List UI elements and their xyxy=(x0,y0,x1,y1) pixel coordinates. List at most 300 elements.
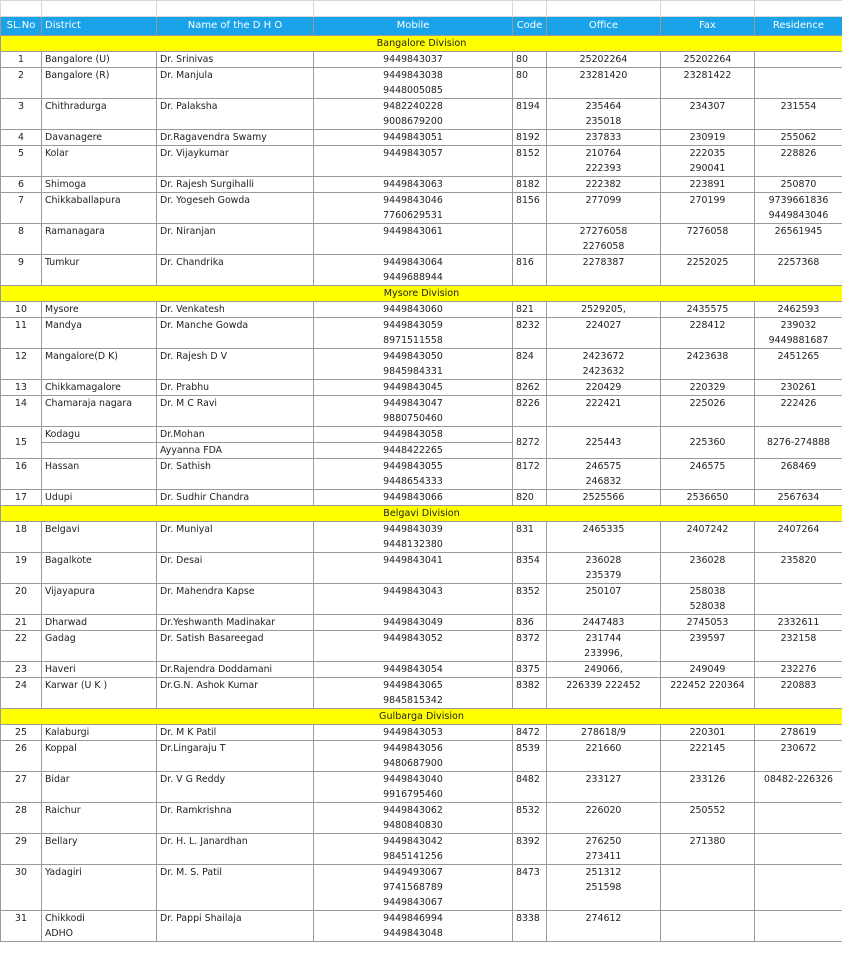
residence-cell xyxy=(755,193,842,224)
district-cell xyxy=(42,443,157,459)
cell-line: 246832 xyxy=(585,476,622,487)
division-title: Gulbarga Division xyxy=(1,709,842,725)
mobile-cell xyxy=(314,803,513,834)
sl-no-cell: 23 xyxy=(1,662,42,678)
division-row xyxy=(1,286,842,302)
district-cell xyxy=(42,490,157,506)
cell-line: Hassan xyxy=(45,461,80,472)
cell-line: 9449846994 xyxy=(383,913,443,924)
cell-line: 230919 xyxy=(689,132,726,143)
office-cell xyxy=(547,725,661,741)
dho-name-cell xyxy=(157,772,314,803)
cell-line: Chamaraja nagara xyxy=(45,398,133,409)
dho-name-cell xyxy=(157,725,314,741)
fax-cell xyxy=(661,865,755,911)
district-cell xyxy=(42,459,157,490)
cell-line: Dr.Lingaraju T xyxy=(160,743,226,754)
cell-line: 9480840830 xyxy=(383,820,443,831)
cell-line: ADHO xyxy=(45,928,74,939)
dho-name-cell xyxy=(157,553,314,584)
cell-line: 9448654333 xyxy=(383,476,443,487)
cell-line: 270199 xyxy=(689,195,726,206)
office-cell xyxy=(547,459,661,490)
cell-line: 2567634 xyxy=(777,492,820,503)
district-cell xyxy=(42,741,157,772)
cell-line: 2423632 xyxy=(582,366,625,377)
residence-cell xyxy=(755,177,842,193)
cell-line: Koppal xyxy=(45,743,77,754)
code-cell: 8194 xyxy=(513,99,547,130)
fax-cell xyxy=(661,741,755,772)
residence-cell xyxy=(755,349,842,380)
cell-line: Dr. Muniyal xyxy=(160,524,213,535)
table-row xyxy=(1,52,842,68)
cell-line: Dr. Chandrika xyxy=(160,257,224,268)
cell-line: Ramanagara xyxy=(45,226,105,237)
cell-line: Mysore xyxy=(45,304,79,315)
sl-no-cell: 12 xyxy=(1,349,42,380)
cell-line: 220429 xyxy=(585,382,622,393)
sl-no-cell: 11 xyxy=(1,318,42,349)
dho-name-cell xyxy=(157,302,314,318)
mobile-cell xyxy=(314,349,513,380)
fax-cell xyxy=(661,725,755,741)
dho-name-cell xyxy=(157,177,314,193)
table-row xyxy=(1,427,842,443)
cell-line: Dr.Rajendra Doddamani xyxy=(160,664,273,675)
residence-cell xyxy=(755,584,842,615)
cell-line: Dr. Rajesh D V xyxy=(160,351,228,362)
office-cell xyxy=(547,662,661,678)
district-cell xyxy=(42,584,157,615)
table-row xyxy=(1,553,842,584)
sl-no-cell: 27 xyxy=(1,772,42,803)
cell-line: Tumkur xyxy=(45,257,80,268)
residence-cell xyxy=(755,803,842,834)
residence-cell xyxy=(755,427,842,459)
office-cell xyxy=(547,349,661,380)
district-cell xyxy=(42,725,157,741)
cell-line: 9449843043 xyxy=(383,586,443,597)
header-residence: Residence xyxy=(755,17,842,36)
table-row xyxy=(1,490,842,506)
cell-line: Dr.Yeshwanth Madinakar xyxy=(160,617,276,628)
code-cell: 8262 xyxy=(513,380,547,396)
table-row xyxy=(1,662,842,678)
office-cell xyxy=(547,584,661,615)
cell-line: 2278387 xyxy=(582,257,625,268)
cell-line: Mangalore(D K) xyxy=(45,351,118,362)
cell-line: 9449843062 xyxy=(383,805,443,816)
dho-name-cell xyxy=(157,459,314,490)
cell-line: Chithradurga xyxy=(45,101,107,112)
office-cell xyxy=(547,99,661,130)
cell-line: 223891 xyxy=(689,179,726,190)
cell-line: 233127 xyxy=(585,774,622,785)
dho-name-cell xyxy=(157,911,314,942)
fax-cell xyxy=(661,146,755,177)
code-cell: 8182 xyxy=(513,177,547,193)
cell-line: Dr. Palaksha xyxy=(160,101,218,112)
cell-line: 250870 xyxy=(780,179,817,190)
sl-no-cell: 9 xyxy=(1,255,42,286)
fax-cell xyxy=(661,522,755,553)
cell-line: 236028 xyxy=(585,555,622,566)
mobile-cell xyxy=(314,177,513,193)
cell-line: 2423672 xyxy=(582,351,625,362)
table-row xyxy=(1,193,842,224)
cell-line: 258038 xyxy=(689,586,726,597)
cell-line: 9449843066 xyxy=(383,492,443,503)
mobile-cell xyxy=(314,553,513,584)
division-title: Mysore Division xyxy=(1,286,842,302)
office-cell xyxy=(547,177,661,193)
fax-cell xyxy=(661,52,755,68)
header-district: District xyxy=(42,17,157,36)
cell-line: 9845141256 xyxy=(383,851,443,862)
fax-cell xyxy=(661,584,755,615)
cell-line: 9449843048 xyxy=(383,928,443,939)
district-cell xyxy=(42,302,157,318)
dho-name-cell xyxy=(157,224,314,255)
cell-line: Yadagiri xyxy=(45,867,82,878)
office-cell xyxy=(547,490,661,506)
cell-line: Chikkodi xyxy=(45,913,85,924)
sl-no-cell: 19 xyxy=(1,553,42,584)
sl-no-cell: 16 xyxy=(1,459,42,490)
district-cell xyxy=(42,834,157,865)
cell-line: 290041 xyxy=(689,163,726,174)
residence-cell xyxy=(755,380,842,396)
sl-no-cell: 14 xyxy=(1,396,42,427)
sl-no-cell: 25 xyxy=(1,725,42,741)
table-row xyxy=(1,380,842,396)
cell-line: 9449843051 xyxy=(383,132,443,143)
code-cell: 8532 xyxy=(513,803,547,834)
cell-line: 210764 xyxy=(585,148,622,159)
cell-line: 235379 xyxy=(585,570,622,581)
cell-line: 9449843067 xyxy=(383,897,443,908)
code-cell: 8473 xyxy=(513,865,547,911)
sl-no-cell: 3 xyxy=(1,99,42,130)
cell-line: 9449843065 xyxy=(383,680,443,691)
cell-line: Dr. Vijaykumar xyxy=(160,148,229,159)
cell-line: Dr. Venkatesh xyxy=(160,304,225,315)
code-cell: 80 xyxy=(513,68,547,99)
fax-cell xyxy=(661,380,755,396)
table-row xyxy=(1,224,842,255)
mobile-cell xyxy=(314,631,513,662)
cell-line: 222035 xyxy=(689,148,726,159)
mobile-cell xyxy=(314,834,513,865)
cell-line: Dr. Manche Gowda xyxy=(160,320,249,331)
cell-line: Belgavi xyxy=(45,524,80,535)
cell-line: 226339 222452 xyxy=(566,680,641,691)
table-row xyxy=(1,130,842,146)
sl-no-cell: 5 xyxy=(1,146,42,177)
fax-cell xyxy=(661,459,755,490)
table-body xyxy=(1,36,842,942)
mobile-cell xyxy=(314,255,513,286)
table-row xyxy=(1,678,842,709)
cell-line: 222426 xyxy=(780,398,817,409)
mobile-cell xyxy=(314,146,513,177)
table-row xyxy=(1,834,842,865)
cell-line: Dr. Manjula xyxy=(160,70,213,81)
dho-name-cell: Dr.Mohan xyxy=(157,427,314,443)
district-cell xyxy=(42,177,157,193)
cell-line: 25202264 xyxy=(683,54,732,65)
district-cell xyxy=(42,396,157,427)
table-row xyxy=(1,68,842,99)
cell-line: Dr. Yogeseh Gowda xyxy=(160,195,251,206)
code-cell: 824 xyxy=(513,349,547,380)
residence-cell xyxy=(755,302,842,318)
office-cell xyxy=(547,522,661,553)
district-cell xyxy=(42,224,157,255)
fax-cell xyxy=(661,911,755,942)
cell-line: 9449843056 xyxy=(383,743,443,754)
district-cell: Kodagu xyxy=(42,427,157,443)
residence-cell xyxy=(755,146,842,177)
table-row xyxy=(1,146,842,177)
sl-no-cell: 21 xyxy=(1,615,42,631)
cell-line: 9449843052 xyxy=(383,633,443,644)
mobile-cell xyxy=(314,522,513,553)
code-cell: 8172 xyxy=(513,459,547,490)
code-cell: 8272 xyxy=(513,427,547,459)
sl-no-cell: 29 xyxy=(1,834,42,865)
cell-line: 278619 xyxy=(780,727,817,738)
cell-line: Kolar xyxy=(45,148,69,159)
district-cell xyxy=(42,631,157,662)
cell-line: 225026 xyxy=(689,398,726,409)
cell-line: Chikkamagalore xyxy=(45,382,121,393)
fax-cell xyxy=(661,553,755,584)
dho-name-cell xyxy=(157,834,314,865)
cell-line: 9845815342 xyxy=(383,695,443,706)
sl-no-cell: 17 xyxy=(1,490,42,506)
cell-line: Shimoga xyxy=(45,179,87,190)
cell-line: Davanagere xyxy=(45,132,103,143)
table-row xyxy=(1,631,842,662)
table-row xyxy=(1,255,842,286)
cell-line: 2423638 xyxy=(686,351,729,362)
cell-line: 268469 xyxy=(780,461,817,472)
residence-cell xyxy=(755,396,842,427)
fax-cell xyxy=(661,177,755,193)
dho-name-cell xyxy=(157,662,314,678)
office-cell xyxy=(547,678,661,709)
cell-line: 2447483 xyxy=(582,617,625,628)
cell-line xyxy=(758,865,839,880)
cell-line: 235820 xyxy=(780,555,817,566)
cell-line: 2435575 xyxy=(686,304,729,315)
sl-no-cell: 24 xyxy=(1,678,42,709)
code-cell: 8372 xyxy=(513,631,547,662)
mobile-cell xyxy=(314,396,513,427)
cell-line: 9449843060 xyxy=(383,304,443,315)
district-cell xyxy=(42,553,157,584)
cell-line: 9008679200 xyxy=(383,116,443,127)
cell-line: Udupi xyxy=(45,492,73,503)
district-cell xyxy=(42,615,157,631)
cell-line: Dr.G.N. Ashok Kumar xyxy=(160,680,259,691)
cell-line: 222145 xyxy=(689,743,726,754)
office-cell xyxy=(547,68,661,99)
cell-line: Bagalkote xyxy=(45,555,92,566)
cell-line: 276250 xyxy=(585,836,622,847)
code-cell: 820 xyxy=(513,490,547,506)
table-row xyxy=(1,803,842,834)
fax-cell xyxy=(661,396,755,427)
cell-line: Dr. Desai xyxy=(160,555,203,566)
office-cell xyxy=(547,130,661,146)
cell-line: 9449843061 xyxy=(383,226,443,237)
cell-line: 9449843045 xyxy=(383,382,443,393)
table-row xyxy=(1,772,842,803)
code-cell: 8375 xyxy=(513,662,547,678)
cell-line: 225360 xyxy=(689,437,726,448)
cell-line xyxy=(664,865,751,880)
cell-line: 9449843053 xyxy=(383,727,443,738)
code-cell: 8152 xyxy=(513,146,547,177)
code-cell: 8156 xyxy=(513,193,547,224)
dho-name-cell xyxy=(157,349,314,380)
cell-line: 271380 xyxy=(689,836,726,847)
sl-no-cell: 13 xyxy=(1,380,42,396)
table-row xyxy=(1,396,842,427)
cell-line: 274612 xyxy=(585,913,622,924)
cell-line: 9449843063 xyxy=(383,179,443,190)
code-cell: 8232 xyxy=(513,318,547,349)
cell-line: 2525566 xyxy=(582,492,625,503)
mobile-cell xyxy=(314,52,513,68)
residence-cell xyxy=(755,68,842,99)
cell-line: Dr. M. S. Patil xyxy=(160,867,222,878)
table-row xyxy=(1,522,842,553)
cell-line: 9741568789 xyxy=(383,882,443,893)
header-fax: Fax xyxy=(661,17,755,36)
cell-line: 249049 xyxy=(689,664,726,675)
office-cell xyxy=(547,146,661,177)
cell-line: 277099 xyxy=(585,195,622,206)
district-cell xyxy=(42,865,157,911)
cell-line: 9449843055 xyxy=(383,461,443,472)
cell-line: 278618/9 xyxy=(581,727,626,738)
cell-line: 255062 xyxy=(780,132,817,143)
dho-name-cell xyxy=(157,490,314,506)
cell-line: 9449881687 xyxy=(768,335,829,346)
district-cell xyxy=(42,255,157,286)
dho-name-cell xyxy=(157,146,314,177)
cell-line: 2462593 xyxy=(777,304,820,315)
district-cell xyxy=(42,349,157,380)
cell-line: 2451265 xyxy=(777,351,820,362)
cell-line: Gadag xyxy=(45,633,76,644)
cell-line: Karwar (U K ) xyxy=(45,680,108,691)
cell-line: 9449843039 xyxy=(383,524,443,535)
residence-cell xyxy=(755,130,842,146)
cell-line: 9449843046 xyxy=(768,210,829,221)
cell-line: 9449843057 xyxy=(383,148,443,159)
cell-line: Bangalore (R) xyxy=(45,70,110,81)
residence-cell xyxy=(755,490,842,506)
cell-line: Dr.Ragavendra Swamy xyxy=(160,132,267,143)
cell-line: Dr. Prabhu xyxy=(160,382,210,393)
header-dho-name: Name of the D H O xyxy=(157,17,314,36)
cell-line: 230261 xyxy=(780,382,817,393)
cell-line: 250107 xyxy=(585,586,622,597)
cell-line: 2257368 xyxy=(777,257,820,268)
cell-line: 9449493067 xyxy=(383,867,443,878)
cell-line: Dr. Rajesh Surgihalli xyxy=(160,179,255,190)
residence-cell xyxy=(755,631,842,662)
cell-line: 232276 xyxy=(780,664,817,675)
residence-cell xyxy=(755,741,842,772)
cell-line: 235464 xyxy=(585,101,622,112)
table-row xyxy=(1,911,842,942)
cell-line: 9449843041 xyxy=(383,555,443,566)
fax-cell xyxy=(661,349,755,380)
residence-cell xyxy=(755,662,842,678)
cell-line: 9449843059 xyxy=(383,320,443,331)
cell-line: 2407264 xyxy=(777,524,820,535)
cell-line: 233996, xyxy=(584,648,623,659)
cell-line: Haveri xyxy=(45,664,76,675)
cell-line: 9448132380 xyxy=(383,539,443,550)
cell-line: 249066, xyxy=(584,664,623,675)
cell-line: 251312 xyxy=(585,867,622,878)
residence-cell xyxy=(755,99,842,130)
table-row xyxy=(1,177,842,193)
cell-line: 222421 xyxy=(585,398,622,409)
table-row xyxy=(1,865,842,911)
cell-line: 08482-226326 xyxy=(764,774,833,785)
cell-line: Kalaburgi xyxy=(45,727,90,738)
office-cell xyxy=(547,255,661,286)
office-cell xyxy=(547,427,661,459)
cell-line: 9449843038 xyxy=(383,70,443,81)
fax-cell xyxy=(661,193,755,224)
cell-line: 9449843054 xyxy=(383,664,443,675)
code-cell: 8192 xyxy=(513,130,547,146)
blank-top-row xyxy=(1,1,842,17)
cell-line: 2407242 xyxy=(686,524,729,535)
office-cell xyxy=(547,224,661,255)
division-row xyxy=(1,709,842,725)
table-row xyxy=(1,584,842,615)
cell-line: Bangalore (U) xyxy=(45,54,110,65)
fax-cell xyxy=(661,427,755,459)
cell-line: 2332611 xyxy=(777,617,820,628)
cell-line: 9880750460 xyxy=(383,413,443,424)
cell-line: 9448005085 xyxy=(383,85,443,96)
fax-cell xyxy=(661,803,755,834)
mobile-cell xyxy=(314,615,513,631)
fax-cell xyxy=(661,678,755,709)
cell-line: 222382 xyxy=(585,179,622,190)
header-slno: SL.No xyxy=(1,17,42,36)
office-cell xyxy=(547,741,661,772)
residence-cell xyxy=(755,522,842,553)
dho-name-cell xyxy=(157,522,314,553)
cell-line: Dr. M K Patil xyxy=(160,727,217,738)
office-cell xyxy=(547,553,661,584)
cell-line: 232158 xyxy=(780,633,817,644)
sl-no-cell: 1 xyxy=(1,52,42,68)
cell-line: 2529205, xyxy=(581,304,626,315)
